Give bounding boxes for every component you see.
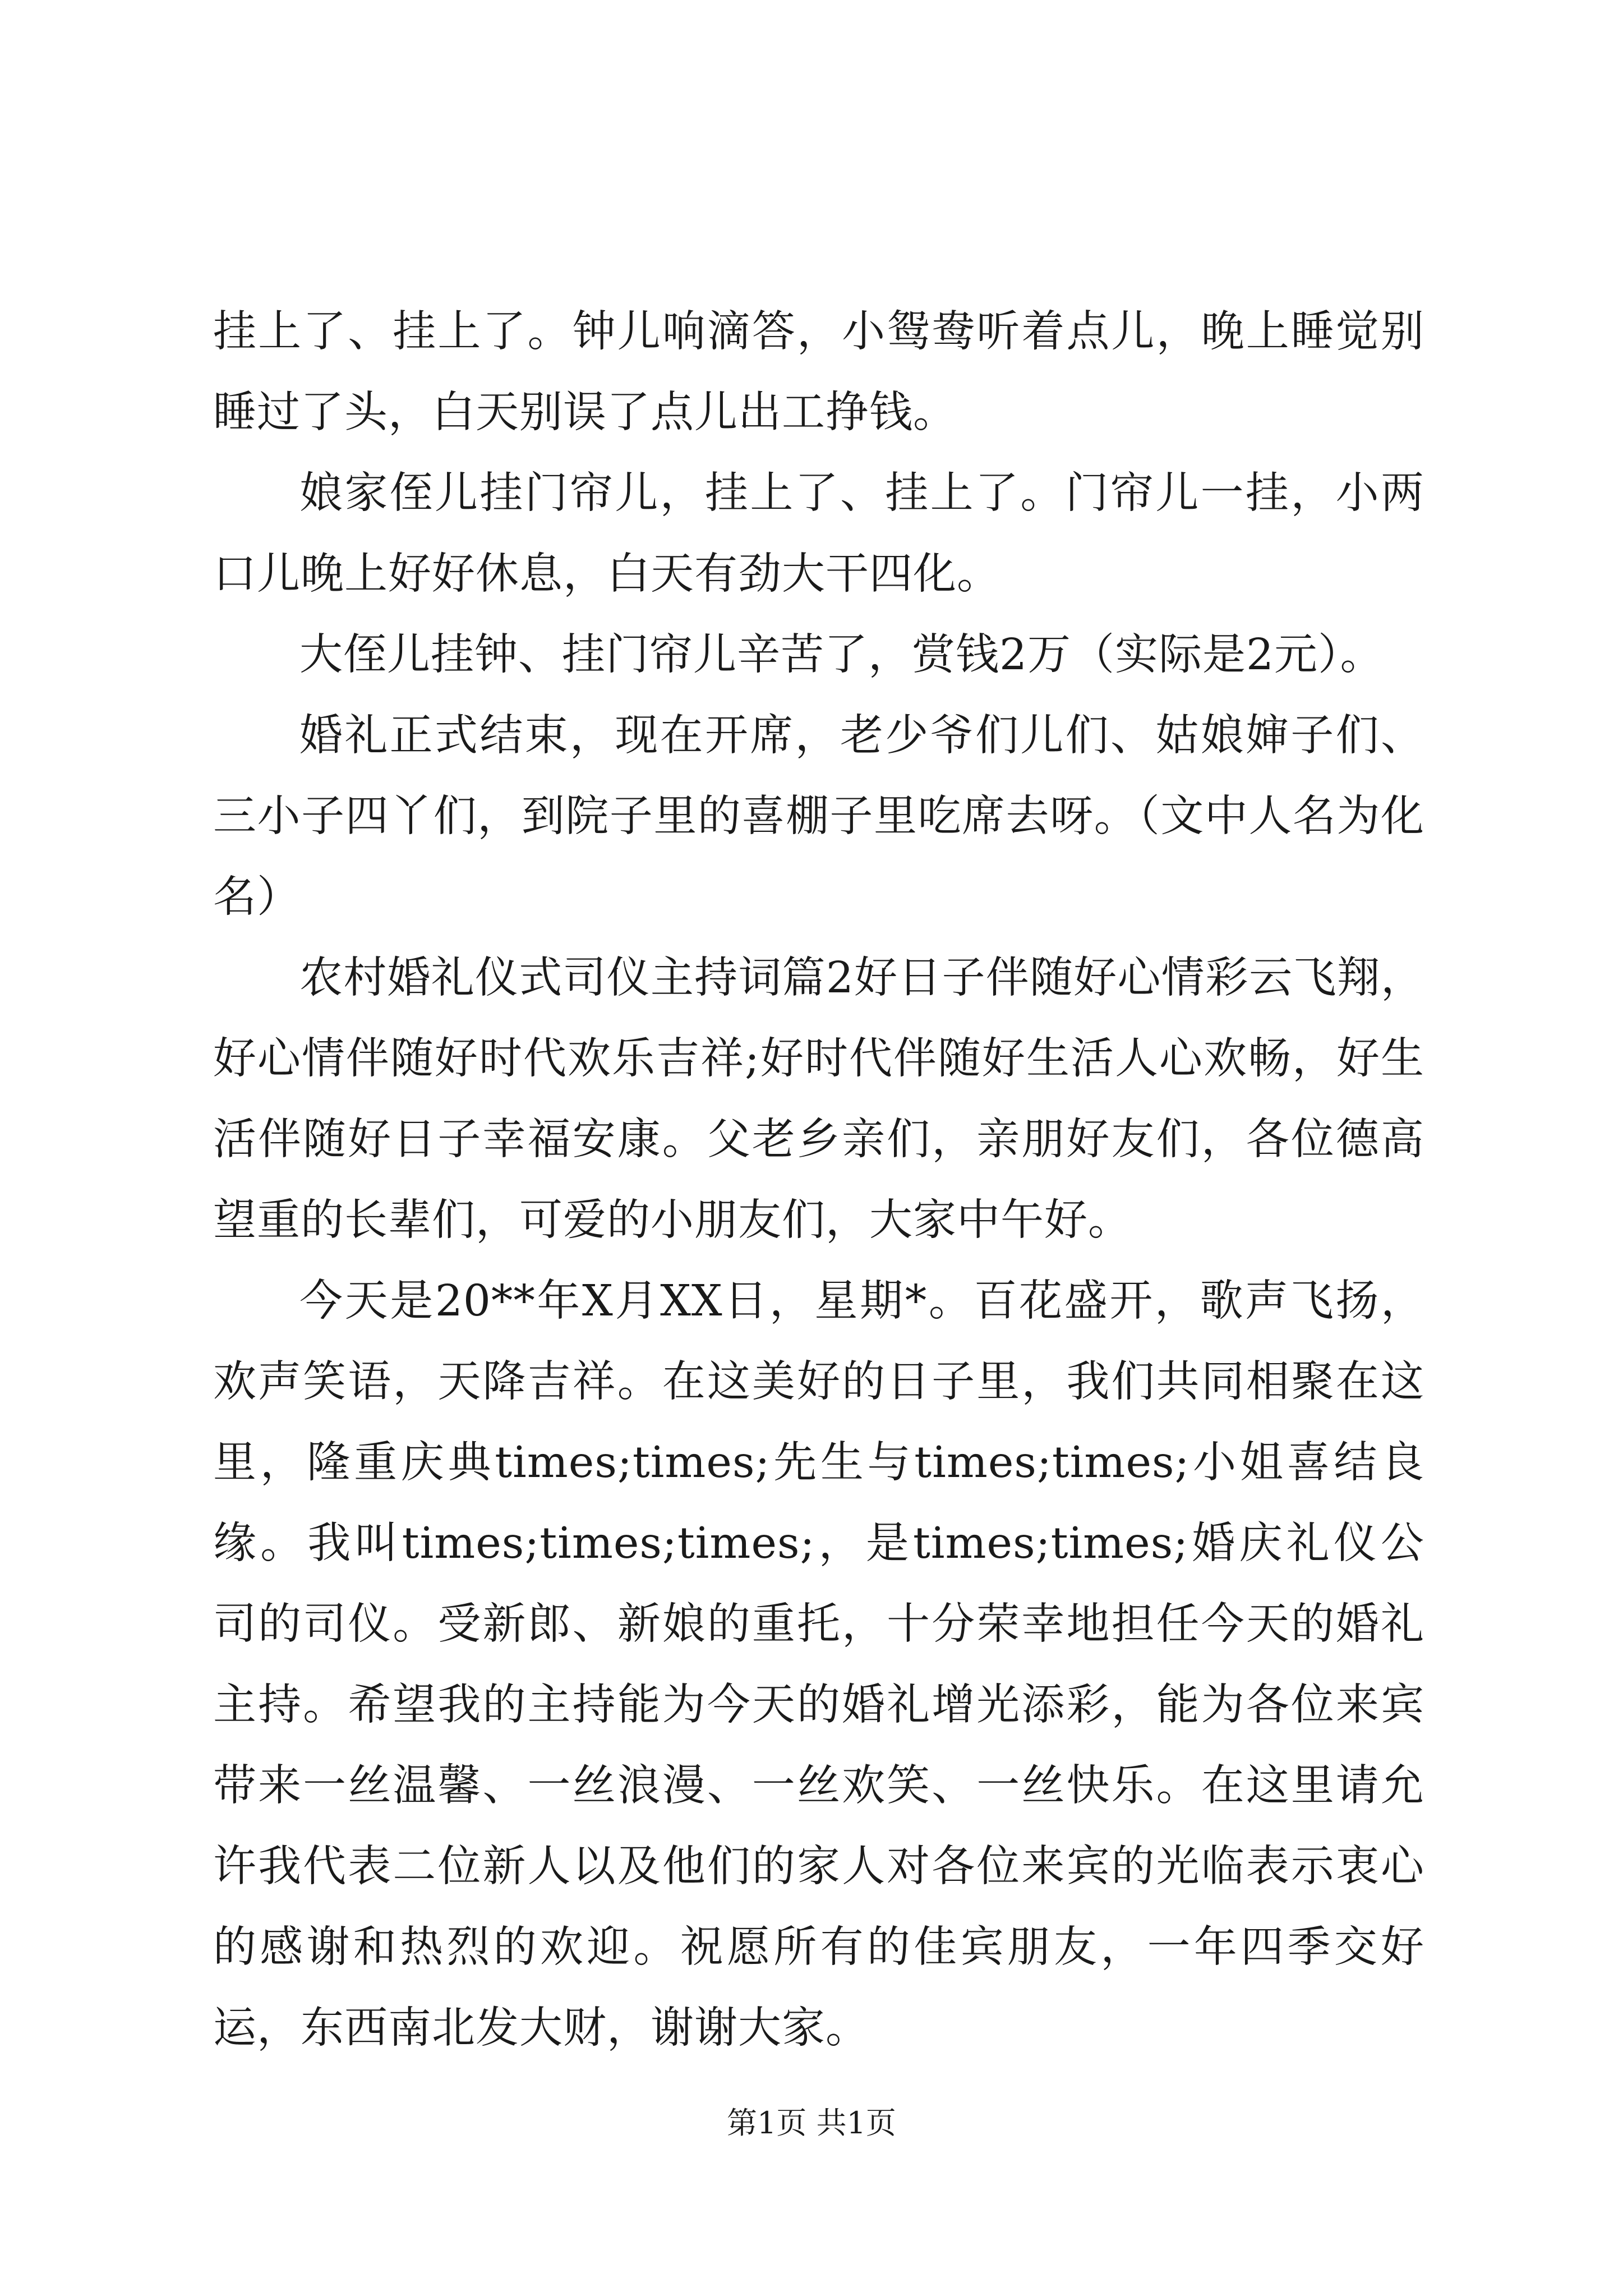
paragraph-2: 娘家侄儿挂门帘儿，挂上了、挂上了。门帘儿一挂，小两口儿晚上好好休息，白天有劲大干四化。 [213, 468, 1424, 599]
paragraph-6: 今天是20**年X月XX日，星期*。百花盛开，歌声飞扬，欢声笑语，天降吉祥。在这美好的日子里，我们共同相聚在这里，隆重庆典times;times;先生与times;times;小姐喜结良缘。我叫times;times;times;，是times;times;婚庆礼仪公司的司仪。受新郎、新娘的重托，十分荣幸地担任今天的婚礼主持。希望我的主持能为今天的婚礼增光添彩，能为各位来宾带来一丝温馨、一丝浪漫、一丝欢笑、一丝快乐。在这里请允许我代表二位新人以及他们的家人对各位来宾的光临表示衷心的感谢和热烈的欢迎。祝愿所有的佳宾朋友，一年四季交好运，东西南北发大财，谢谢大家。 [213, 1276, 1424, 2053]
paragraph-3: 大侄儿挂钟、挂门帘儿辛苦了，赏钱2万（实际是2元）。 [299, 630, 1384, 680]
page-footer: 第1页 共1页 [727, 2105, 896, 2141]
paragraph-4: 婚礼正式结束，现在开席，老少爷们儿们、姑娘婶子们、三小子四丫们，到院子里的喜棚子里吃席去呀。（文中人名为化名） [213, 711, 1424, 922]
paragraph-1: 挂上了、挂上了。钟儿响滴答，小鸳鸯听着点儿，晚上睡觉别睡过了头，白天别误了点儿出工挣钱。 [213, 307, 1424, 438]
paragraph-5: 农村婚礼仪式司仪主持词篇2好日子伴随好心情彩云飞翔，好心情伴随好时代欢乐吉祥;好时代伴随好生活人心欢畅，好生活伴随好日子幸福安康。父老乡亲们，亲朋好友们，各位德高望重的长辈们，可爱的小朋友们，大家中午好。 [213, 953, 1424, 1245]
document-body [213, 292, 1424, 2069]
